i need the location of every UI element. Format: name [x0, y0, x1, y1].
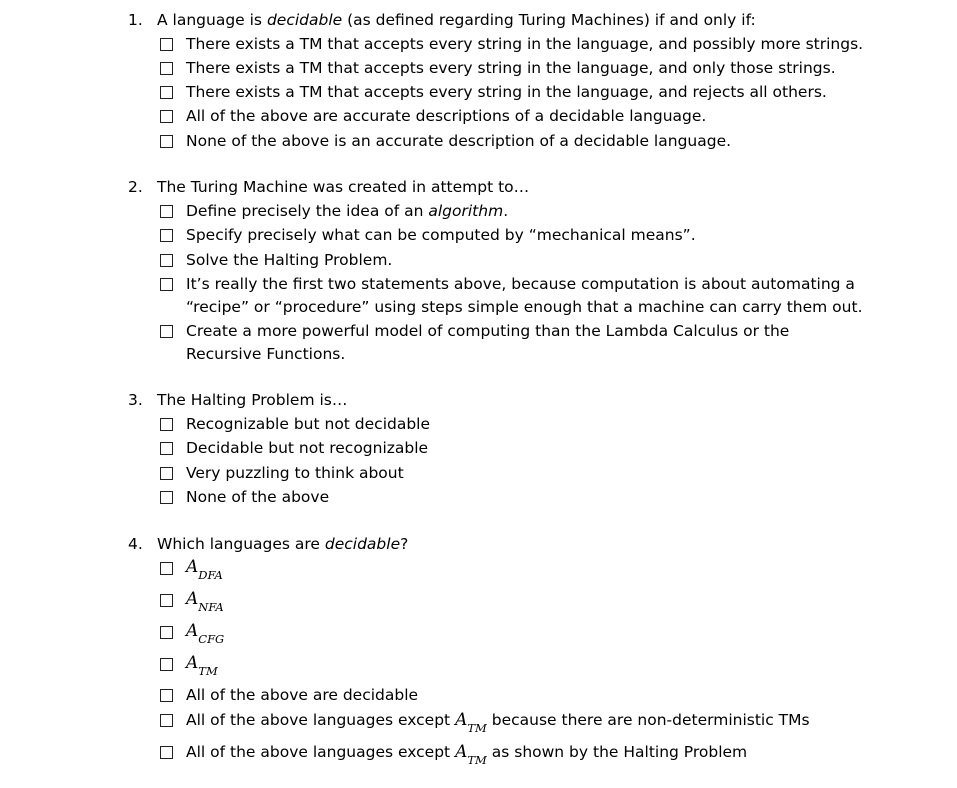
q1-option-4-checkbox[interactable]	[160, 110, 173, 123]
q3-option-1-label: Recognizable but not decidable	[186, 415, 431, 433]
q2-option-4-checkbox[interactable]	[160, 278, 173, 291]
q1-option-5-label: None of the above is an accurate description of a decidable language.	[186, 132, 732, 150]
q4-option-1-checkbox[interactable]	[160, 562, 173, 575]
q2-option-2-label: Specify precisely what can be computed by “mechanical means”.	[186, 226, 696, 244]
q1-option-1-label: There exists a TM that accepts every string in the language, and possibly more strings.	[186, 35, 864, 53]
q3-option-3-label: Very puzzling to think about	[186, 464, 404, 482]
q1-option-1-checkbox[interactable]	[160, 38, 173, 51]
q2-option-1-label: Define precisely the idea of an algorithm.	[186, 202, 509, 220]
q1-option-5-checkbox[interactable]	[160, 135, 173, 148]
q1-option-2-label: There exists a TM that accepts every string in the language, and only those strings.	[186, 59, 836, 77]
q3-option-2-checkbox[interactable]	[160, 442, 173, 455]
q1-option-3-label: There exists a TM that accepts every string in the language, and rejects all others.	[186, 83, 827, 101]
q1-option-3-checkbox[interactable]	[160, 86, 173, 99]
q2-option-5-label-line-2: Recursive Functions.	[186, 345, 346, 363]
question-4-number: 4.	[128, 535, 143, 553]
q4-option-5-checkbox[interactable]	[160, 689, 173, 702]
q3-option-1-checkbox[interactable]	[160, 418, 173, 431]
q2-option-3-checkbox[interactable]	[160, 254, 173, 267]
q3-option-2-label: Decidable but not recognizable	[186, 439, 429, 457]
q2-option-5-checkbox[interactable]	[160, 325, 173, 338]
q2-option-3-label: Solve the Halting Problem.	[186, 251, 393, 269]
question-4-text: Which languages are decidable?	[157, 535, 409, 553]
q2-option-4-label-line-1: It’s really the first two statements above, because computation is about automating a	[186, 275, 855, 293]
q4-option-6-checkbox[interactable]	[160, 714, 173, 727]
q2-option-5-label-line-1: Create a more powerful model of computing than the Lambda Calculus or the	[186, 322, 790, 340]
question-3-text: The Halting Problem is…	[157, 391, 348, 409]
question-1-text: A language is decidable (as defined regarding Turing Machines) if and only if:	[157, 11, 756, 29]
q4-option-3-label: $A_{CFG}$	[186, 621, 225, 646]
question-3-number: 3.	[128, 391, 143, 409]
q1-option-4-label: All of the above are accurate descriptions of a decidable language.	[186, 107, 707, 125]
q3-option-4-checkbox[interactable]	[160, 491, 173, 504]
q4-option-4-label: $A_{TM}$	[186, 653, 218, 678]
q4-option-5-label: All of the above are decidable	[186, 686, 419, 704]
q2-option-4-label-line-2: “recipe” or “procedure” using steps simple enough that a machine can carry them out.	[186, 298, 863, 316]
q4-option-6-label: All of the above languages except $A_{TM}$ because there are non-deterministic TMs	[186, 710, 810, 735]
q4-option-4-checkbox[interactable]	[160, 658, 173, 671]
q3-option-4-label: None of the above	[186, 488, 330, 506]
question-2-number: 2.	[128, 178, 143, 196]
question-2-text: The Turing Machine was created in attempt to…	[157, 178, 530, 196]
q4-option-2-label: $A_{NFA}$	[186, 589, 224, 614]
q4-option-2-checkbox[interactable]	[160, 594, 173, 607]
q3-option-3-checkbox[interactable]	[160, 467, 173, 480]
q4-option-1-label: $A_{DFA}$	[186, 557, 223, 582]
q4-option-7-label: All of the above languages except $A_{TM}$ as shown by the Halting Problem	[186, 742, 748, 767]
q4-option-3-checkbox[interactable]	[160, 626, 173, 639]
question-1-number: 1.	[128, 11, 143, 29]
q2-option-1-checkbox[interactable]	[160, 205, 173, 218]
q4-option-7-checkbox[interactable]	[160, 746, 173, 759]
q2-option-2-checkbox[interactable]	[160, 229, 173, 242]
q1-option-2-checkbox[interactable]	[160, 62, 173, 75]
